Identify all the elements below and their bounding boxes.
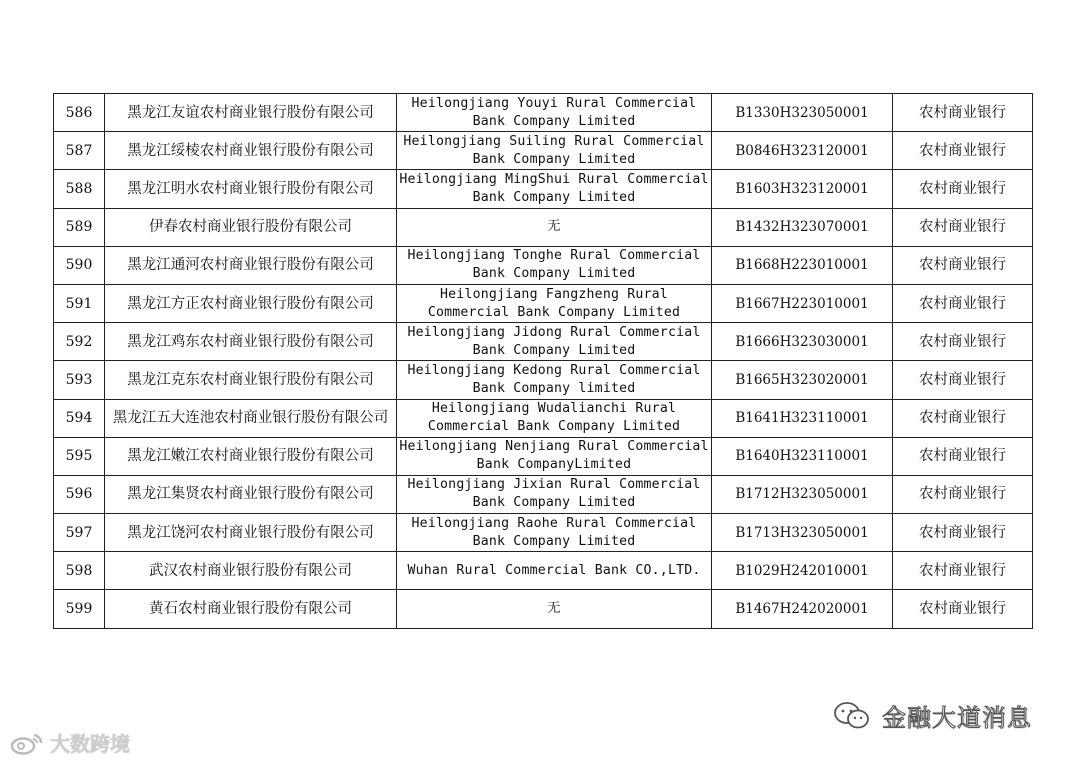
institution-code-cell: B1641H323110001 xyxy=(712,399,893,437)
row-number: 595 xyxy=(54,437,105,475)
institution-type-cell: 农村商业银行 xyxy=(893,514,1033,552)
institution-type-cell: 农村商业银行 xyxy=(893,208,1033,246)
table-row xyxy=(54,399,1033,437)
institution-code-cell: B1665H323020001 xyxy=(712,361,893,399)
row-number: 589 xyxy=(54,208,105,246)
watermark-right-text: 金融大道消息 xyxy=(882,704,1032,732)
watermark-right xyxy=(832,698,1032,733)
table-row xyxy=(54,361,1033,399)
institution-code-cell: B1432H323070001 xyxy=(712,208,893,246)
row-number: 598 xyxy=(54,552,105,590)
chinese-name-cell: 黑龙江鸡东农村商业银行股份有限公司 xyxy=(105,323,397,361)
institution-code-cell: B1029H242010001 xyxy=(712,552,893,590)
institution-type-cell: 农村商业银行 xyxy=(893,475,1033,513)
chinese-name-cell: 黑龙江五大连池农村商业银行股份有限公司 xyxy=(105,399,397,437)
english-name-cell: Heilongjiang MingShui Rural Commercial Bank Company Limited xyxy=(397,170,712,208)
row-number: 592 xyxy=(54,323,105,361)
bank-list-table xyxy=(53,93,1033,629)
institution-code-cell: B1713H323050001 xyxy=(712,514,893,552)
row-number: 597 xyxy=(54,514,105,552)
english-name-cell: Heilongjiang Youyi Rural Commercial Bank Company Limited xyxy=(397,94,712,132)
chinese-name-cell: 黑龙江饶河农村商业银行股份有限公司 xyxy=(105,514,397,552)
institution-code-cell: B1467H242020001 xyxy=(712,590,893,628)
institution-type-cell: 农村商业银行 xyxy=(893,132,1033,170)
institution-code-cell: B1668H223010001 xyxy=(712,246,893,284)
institution-type-cell: 农村商业银行 xyxy=(893,323,1033,361)
english-name-cell: Heilongjiang Raohe Rural Commercial Bank Company Limited xyxy=(397,514,712,552)
table-row xyxy=(54,246,1033,284)
institution-code-cell: B0846H323120001 xyxy=(712,132,893,170)
institution-type-cell: 农村商业银行 xyxy=(893,552,1033,590)
institution-code-cell: B1330H323050001 xyxy=(712,94,893,132)
english-name-cell: 无 xyxy=(397,208,712,246)
english-name-cell: Heilongjiang Kedong Rural Commercial Bank Company limited xyxy=(397,361,712,399)
institution-code-cell: B1666H323030001 xyxy=(712,323,893,361)
chinese-name-cell: 黄石农村商业银行股份有限公司 xyxy=(105,590,397,628)
chinese-name-cell: 黑龙江方正农村商业银行股份有限公司 xyxy=(105,284,397,322)
english-name-cell: Heilongjiang Fangzheng Rural Commercial Bank Company Limited xyxy=(397,284,712,322)
table-row xyxy=(54,284,1033,322)
institution-type-cell: 农村商业银行 xyxy=(893,284,1033,322)
english-name-cell: Heilongjiang Jixian Rural Commercial Bank Company Limited xyxy=(397,475,712,513)
english-name-cell: Heilongjiang Jidong Rural Commercial Bank Company Limited xyxy=(397,323,712,361)
institution-type-cell: 农村商业银行 xyxy=(893,170,1033,208)
chinese-name-cell: 伊春农村商业银行股份有限公司 xyxy=(105,208,397,246)
table-row xyxy=(54,170,1033,208)
table-body xyxy=(54,94,1033,629)
institution-type-cell: 农村商业银行 xyxy=(893,361,1033,399)
english-name-cell: Heilongjiang Suiling Rural Commercial Bank Company Limited xyxy=(397,132,712,170)
english-name-cell: Heilongjiang Nenjiang Rural Commercial Bank CompanyLimited xyxy=(397,437,712,475)
english-name-cell: Heilongjiang Wudalianchi Rural Commercial Bank Company Limited xyxy=(397,399,712,437)
chinese-name-cell: 黑龙江友谊农村商业银行股份有限公司 xyxy=(105,94,397,132)
table-row xyxy=(54,475,1033,513)
row-number: 593 xyxy=(54,361,105,399)
institution-code-cell: B1712H323050001 xyxy=(712,475,893,513)
row-number: 594 xyxy=(54,399,105,437)
chinese-name-cell: 黑龙江克东农村商业银行股份有限公司 xyxy=(105,361,397,399)
chinese-name-cell: 黑龙江绥棱农村商业银行股份有限公司 xyxy=(105,132,397,170)
row-number: 591 xyxy=(54,284,105,322)
watermark-left-text: 大数跨境 xyxy=(50,732,130,756)
watermark-left xyxy=(10,728,130,757)
table-row xyxy=(54,208,1033,246)
institution-code-cell: B1603H323120001 xyxy=(712,170,893,208)
english-name-cell: Heilongjiang Tonghe Rural Commercial Bank Company Limited xyxy=(397,246,712,284)
chinese-name-cell: 黑龙江集贤农村商业银行股份有限公司 xyxy=(105,475,397,513)
institution-code-cell: B1640H323110001 xyxy=(712,437,893,475)
table-row xyxy=(54,514,1033,552)
wechat-logo-icon xyxy=(832,700,872,732)
row-number: 588 xyxy=(54,170,105,208)
table-row xyxy=(54,552,1033,590)
table-row xyxy=(54,323,1033,361)
row-number: 599 xyxy=(54,590,105,628)
weibo-logo-icon xyxy=(10,731,44,755)
row-number: 596 xyxy=(54,475,105,513)
table-row xyxy=(54,94,1033,132)
institution-code-cell: B1667H223010001 xyxy=(712,284,893,322)
institution-type-cell: 农村商业银行 xyxy=(893,437,1033,475)
institution-type-cell: 农村商业银行 xyxy=(893,94,1033,132)
institution-type-cell: 农村商业银行 xyxy=(893,246,1033,284)
row-number: 587 xyxy=(54,132,105,170)
chinese-name-cell: 黑龙江嫩江农村商业银行股份有限公司 xyxy=(105,437,397,475)
english-name-cell: Wuhan Rural Commercial Bank CO.,LTD. xyxy=(397,552,712,590)
chinese-name-cell: 黑龙江明水农村商业银行股份有限公司 xyxy=(105,170,397,208)
institution-type-cell: 农村商业银行 xyxy=(893,399,1033,437)
english-name-cell: 无 xyxy=(397,590,712,628)
institution-type-cell: 农村商业银行 xyxy=(893,590,1033,628)
chinese-name-cell: 黑龙江通河农村商业银行股份有限公司 xyxy=(105,246,397,284)
row-number: 586 xyxy=(54,94,105,132)
row-number: 590 xyxy=(54,246,105,284)
table-row xyxy=(54,437,1033,475)
table-row xyxy=(54,132,1033,170)
table-row xyxy=(54,590,1033,628)
chinese-name-cell: 武汉农村商业银行股份有限公司 xyxy=(105,552,397,590)
